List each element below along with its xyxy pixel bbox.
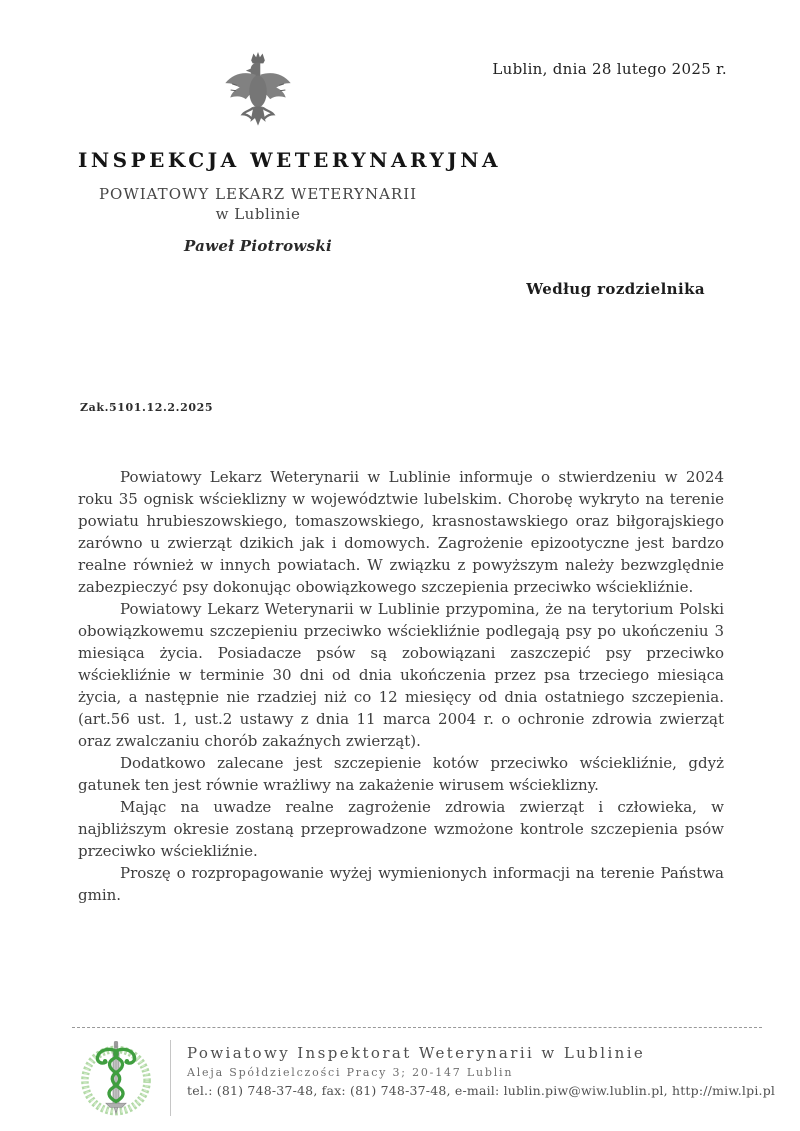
body-paragraph: Dodatkowo zalecane jest szczepienie kotów przeciwko wściekliźnie, gdyż gatunek ten jest równie wrażliwy na zakażenie wirusem wścieklizny. <box>78 754 724 794</box>
distribution-note: Według rozdzielnika <box>526 280 705 298</box>
body-paragraph: Powiatowy Lekarz Weterynarii w Lublinie informuje o stwierdzeniu w 2024 roku 35 ognisk wścieklizny w województwie lubelskim. Chorobę wykryto na terenie powiatu hrubieszowskiego, tomaszowskiego, krasnostawskiego oraz biłgorajskiego zarówno u zwierząt dzikich jak i domowych. Zagrożenie epizootyczne jest bardzo realne również w innych powiatach. W związku z powyższym należy bezwzględnie zabezpieczyć psy dokonując obowiązkowego szczepienia przeciwko wściekliźnie. <box>78 468 724 596</box>
letterhead <box>78 50 502 255</box>
footer-contact-line: tel.: (81) 748-37-48, fax: (81) 748-37-48, e-mail: lublin.piw@wiw.lublin.pl, http://miw.lpi.pl <box>187 1083 776 1098</box>
footer-divider-line <box>72 1027 762 1028</box>
veterinary-logo-icon <box>74 1036 158 1120</box>
letter-body <box>78 466 724 906</box>
signer-name: Paweł Piotrowski <box>183 237 333 255</box>
body-paragraph: Proszę o rozpropagowanie wyżej wymienionych informacji na terenie Państwa gmin. <box>78 864 724 904</box>
footer-vertical-divider <box>170 1040 171 1116</box>
org-title: INSPEKCJA WETERYNARYJNA <box>78 148 502 172</box>
date-line: Lublin, dnia 28 lutego 2025 r. <box>492 60 727 78</box>
org-subtitle-line2: w Lublinie <box>215 205 301 223</box>
org-subtitle-line1: POWIATOWY LEKARZ WETERYNARII <box>98 185 418 203</box>
polish-eagle-emblem-icon <box>220 50 296 136</box>
body-paragraph: Mając na uwadze realne zagrożenie zdrowia zwierząt i człowieka, w najbliższym okresie zostaną przeprowadzone wzmożone kontrole szczepienia psów przeciwko wściekliźnie. <box>78 798 724 860</box>
case-number: Zak.5101.12.2.2025 <box>80 401 214 414</box>
footer-contact-block <box>187 1044 776 1098</box>
body-paragraph: Powiatowy Lekarz Weterynarii w Lublinie przypomina, że na terytorium Polski obowiązkowemu szczepieniu przeciwko wściekliźnie podlegają psy po ukończeniu 3 miesiąca życia. Posiadacze psów są zobowiązani zaszczepić psy przeciwko wściekliźnie w terminie 30 dni od dnia ukończenia przez psa trzeciego miesiąca życia, a następnie nie rzadziej niż co 12 miesięcy od dnia ostatniego szczepienia. (art.56 ust. 1, ust.2 ustawy z dnia 11 marca 2004 r. o ochronie zdrowia zwierząt oraz zwalczaniu chorób zakaźnych zwierząt). <box>78 600 724 750</box>
footer-address: Aleja Spółdzielczości Pracy 3; 20-147 Lublin <box>187 1066 514 1079</box>
footer-org-name: Powiatowy Inspektorat Weterynarii w Lublinie <box>187 1044 646 1062</box>
